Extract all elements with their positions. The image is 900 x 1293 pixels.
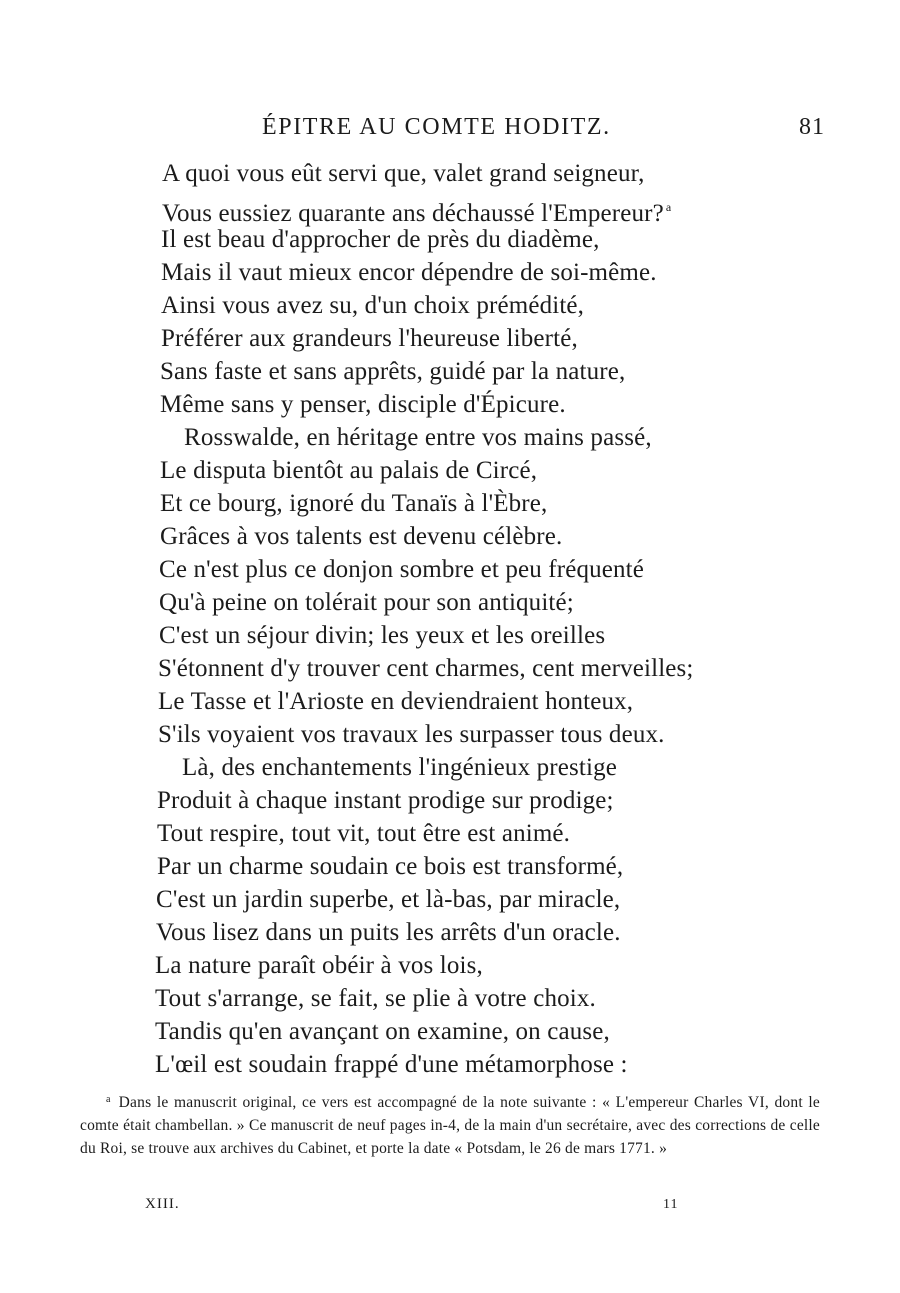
signature-number: 11 bbox=[663, 1197, 679, 1212]
verse-line: S'ils voyaient vos travaux les surpasser tous deux. bbox=[158, 721, 665, 748]
verse-line: Ce n'est plus ce donjon sombre et peu fréquenté bbox=[159, 556, 645, 583]
verse-line: Vous eussiez quarante ans déchaussé l'Empereur? $^a$ bbox=[162, 200, 672, 227]
verse-line: A quoi vous eût servi que, valet grand seigneur, bbox=[162, 160, 645, 187]
verse-line: Sans faste et sans apprêts, guidé par la nature, bbox=[160, 358, 626, 385]
verse-line: Rosswalde, en héritage entre vos mains passé, bbox=[184, 424, 652, 451]
verse-line: Le disputa bientôt au palais de Circé, bbox=[160, 457, 538, 484]
verse-line: Tout s'arrange, se fait, se plie à votre choix. bbox=[155, 985, 596, 1012]
footnote bbox=[80, 1088, 820, 1160]
verse-line: S'étonnent d'y trouver cent charmes, cent merveilles; bbox=[158, 655, 694, 682]
verse-line: Grâces à vos talents est devenu célèbre. bbox=[160, 523, 563, 550]
verse-line: Ainsi vous avez su, d'un choix prémédité, bbox=[161, 292, 585, 319]
volume-mark: XIII. bbox=[145, 1196, 180, 1212]
verse-line: Tandis qu'en avançant on examine, on cause, bbox=[155, 1018, 610, 1045]
verse-line: Tout respire, tout vit, tout être est animé. bbox=[157, 820, 571, 847]
verse-line: Produit à chaque instant prodige sur prodige; bbox=[157, 787, 614, 814]
verse-line: Qu'à peine on tolérait pour son antiquité; bbox=[159, 589, 574, 616]
verse-line: C'est un séjour divin; les yeux et les oreilles bbox=[159, 622, 606, 649]
verse-line: C'est un jardin superbe, et là-bas, par miracle, bbox=[156, 886, 621, 913]
running-title: ÉPITRE AU COMTE HODITZ. bbox=[262, 114, 611, 140]
footnote-text: Dans le manuscrit original, ce vers est accompagné de la note suivante : « L'empereur Charles VI, dont le comte était chambellan. » Ce manuscrit de neuf pages in-4, de la main d'un secrétaire, avec des corrections de celle du Roi, se trouve aux archives du Cabinet, et porte la date « Potsdam, le 26 de mars 1771. » bbox=[80, 1094, 820, 1157]
footnote-marker: a bbox=[106, 1094, 111, 1105]
verse-line: Par un charme soudain ce bois est transformé, bbox=[157, 853, 624, 880]
verse-line: Il est beau d'approcher de près du diadème, bbox=[161, 226, 600, 253]
verse-line: Même sans y penser, disciple d'Épicure. bbox=[160, 391, 566, 418]
page-number: 81 bbox=[799, 114, 825, 140]
verse-line: La nature paraît obéir à vos lois, bbox=[155, 952, 483, 979]
verse-line: Vous lisez dans un puits les arrêts d'un oracle. bbox=[156, 919, 621, 946]
verse-line: L'œil est soudain frappé d'une métamorphose : bbox=[155, 1051, 628, 1078]
footnote-reference: a bbox=[665, 200, 672, 214]
verse-line: Et ce bourg, ignoré du Tanaïs à l'Èbre, bbox=[160, 490, 548, 517]
verse-line: Préférer aux grandeurs l'heureuse liberté, bbox=[161, 325, 578, 352]
running-head bbox=[0, 114, 900, 146]
verse-line: Mais il vaut mieux encor dépendre de soi-même. bbox=[161, 259, 657, 286]
verse-line: Là, des enchantements l'ingénieux prestige bbox=[182, 754, 617, 781]
verse-line: Le Tasse et l'Arioste en deviendraient honteux, bbox=[158, 688, 634, 715]
